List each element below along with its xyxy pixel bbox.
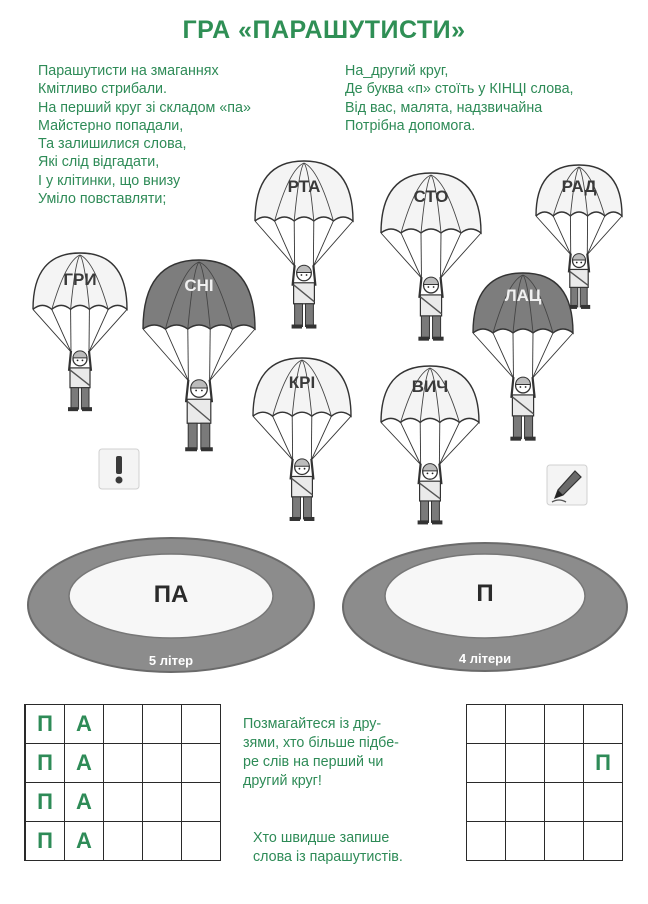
grid-cell[interactable] — [182, 783, 221, 822]
parachute-label: СНІ — [184, 276, 214, 295]
exclamation-icon — [96, 446, 142, 492]
grid-row — [25, 783, 221, 822]
instruction-line: ре слів на перший чи — [243, 754, 384, 770]
grid-cell[interactable] — [143, 744, 182, 783]
grid-row — [25, 744, 221, 783]
instructions-write — [253, 829, 403, 867]
grid-row — [467, 705, 623, 744]
parachute-label: РТА — [287, 177, 321, 196]
poem-line: Парашутисти на змаганнях — [38, 63, 219, 79]
circle-center-label: ПА — [153, 581, 189, 608]
parachutist — [378, 170, 484, 345]
poem-line: Які слід відгадати, — [38, 154, 160, 171]
grid-cell[interactable]: П — [25, 822, 65, 861]
poem-line: Уміло повставляти; — [38, 191, 167, 208]
grid-cell[interactable] — [182, 822, 221, 861]
first-circle — [25, 535, 317, 675]
grid-cell[interactable] — [104, 822, 143, 861]
instruction-line: Позмагайтеся із дру- — [243, 716, 382, 732]
grid-row — [467, 744, 623, 783]
grid-cell[interactable] — [545, 783, 584, 822]
grid-cell[interactable] — [545, 744, 584, 783]
grid-cell[interactable] — [506, 783, 545, 822]
parachutist — [30, 250, 130, 415]
grid-cell[interactable] — [506, 705, 545, 744]
grid-cell[interactable] — [467, 744, 506, 783]
grid-cell[interactable] — [584, 705, 623, 744]
grid-cell[interactable]: А — [65, 783, 104, 822]
pencil-icon — [544, 462, 590, 508]
grid-cell[interactable] — [584, 822, 623, 861]
parachute-label: КРІ — [288, 373, 316, 392]
grid-cell[interactable]: А — [65, 705, 104, 744]
instruction-line: слова із парашутистів. — [253, 849, 403, 865]
instruction-line: Хто швидше запише — [253, 830, 390, 846]
parachute-label: ГРИ — [63, 270, 97, 289]
page-title: ГРА «ПАРАШУТИСТИ» — [182, 16, 466, 44]
poem-line: Та залишилися слова, — [38, 136, 187, 153]
circle-caption: 5 літер — [148, 653, 194, 668]
grid-cell[interactable]: П — [584, 744, 623, 783]
parachute-label: ЛАЦ — [504, 286, 542, 305]
circle-caption: 4 літери — [458, 651, 512, 666]
parachutist — [250, 355, 354, 525]
circle-center-label: П — [476, 580, 494, 607]
parachutist — [378, 363, 482, 528]
grid-cell[interactable] — [104, 744, 143, 783]
instruction-line: зями, хто більше підбе- — [243, 735, 399, 751]
grid-cell[interactable]: П — [25, 705, 65, 744]
grid-cell[interactable] — [506, 822, 545, 861]
poem-left — [38, 62, 251, 208]
poem-right — [345, 62, 574, 135]
answer-grid-first-circle — [24, 704, 221, 861]
grid-row — [467, 822, 623, 861]
grid-cell[interactable] — [506, 744, 545, 783]
poem-line: Потрібна допомога. — [345, 117, 476, 134]
grid-cell[interactable] — [143, 822, 182, 861]
grid-cell[interactable] — [143, 705, 182, 744]
parachutist — [252, 158, 356, 333]
grid-cell[interactable]: А — [65, 822, 104, 861]
poem-line: Кмітливо стрибали. — [38, 81, 167, 98]
grid-cell[interactable] — [104, 705, 143, 744]
poem-line: Від вас, малята, надзвичайна — [345, 99, 543, 116]
second-circle — [340, 540, 630, 675]
grid-row — [25, 822, 221, 861]
parachute-label: СТО — [413, 187, 449, 206]
instructions-compete — [243, 715, 399, 791]
grid-cell[interactable] — [182, 744, 221, 783]
grid-cell[interactable]: П — [25, 783, 65, 822]
poem-line: Де буква «п» стоїть у КІНЦІ слова, — [345, 81, 574, 98]
parachute-label: РАД — [561, 177, 597, 196]
grid-cell[interactable] — [182, 705, 221, 744]
instruction-line: другий круг! — [243, 773, 322, 789]
grid-cell[interactable] — [584, 783, 623, 822]
poem-line: На_другий круг, — [345, 63, 449, 79]
grid-cell[interactable] — [545, 822, 584, 861]
poem-line: Майстерно попадали, — [38, 117, 184, 134]
parachutist — [470, 270, 576, 445]
answer-grid-second-circle — [466, 704, 623, 861]
grid-cell[interactable] — [467, 783, 506, 822]
parachutist — [140, 257, 258, 457]
grid-cell[interactable]: П — [25, 744, 65, 783]
grid-cell[interactable] — [545, 705, 584, 744]
grid-cell[interactable] — [467, 705, 506, 744]
grid-row — [25, 705, 221, 744]
grid-cell[interactable] — [143, 783, 182, 822]
grid-cell[interactable]: А — [65, 744, 104, 783]
poem-line: І у клітинки, що внизу — [38, 172, 181, 189]
grid-cell[interactable] — [104, 783, 143, 822]
grid-cell[interactable] — [467, 822, 506, 861]
parachute-label: ВИЧ — [411, 377, 449, 396]
grid-row — [467, 783, 623, 822]
poem-line: На перший круг зі складом «па» — [38, 99, 251, 116]
